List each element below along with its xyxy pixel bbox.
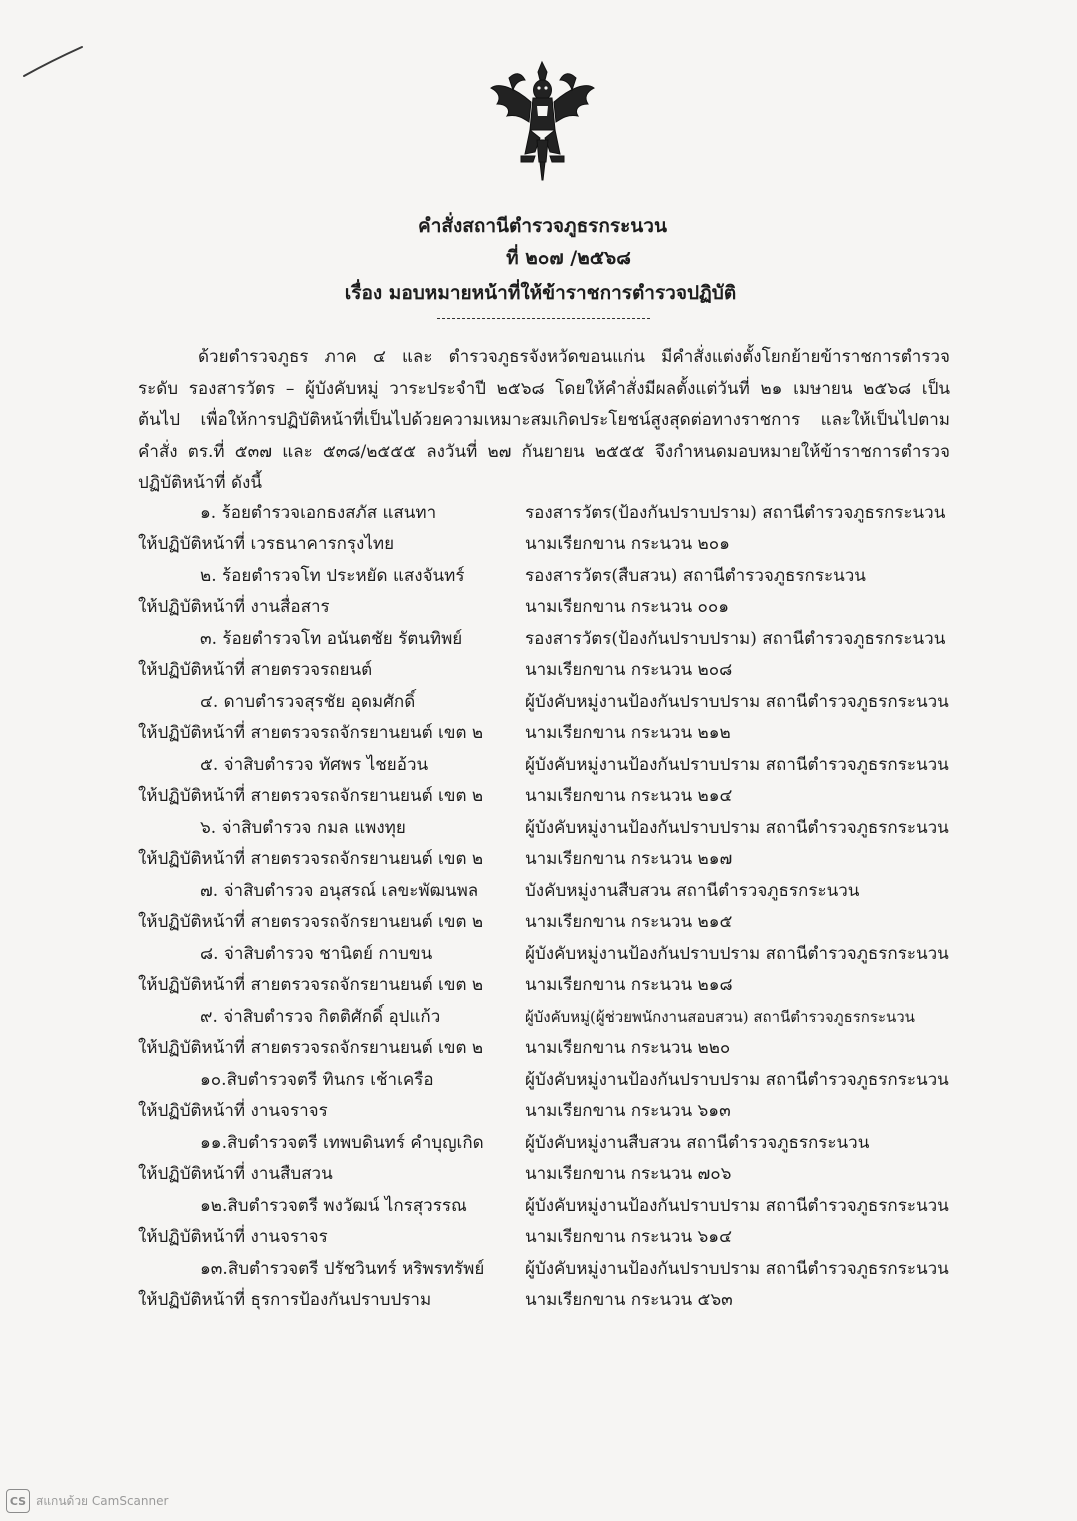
officer-callsign: นามเรียกขาน กระนวน ๒๑๘ (525, 975, 733, 995)
officer-name: ๕. จ่าสิบตำรวจ ทัศพร ไชยอ้วน (200, 755, 429, 775)
officer-name: ๖. จ่าสิบตำรวจ กมล แพงทุย (200, 818, 406, 838)
officer-callsign: นามเรียกขาน กระนวน ๖๑๔ (525, 1227, 732, 1247)
officer-position: บังคับหมู่งานสืบสวน สถานีตำรวจภูธรกระนวน (525, 881, 860, 901)
paragraph-line: คำสั่ง ตร.ที่ ๕๓๗ และ ๕๓๘/๒๕๕๕ ลงวันที่ ๒๗ กันยายน ๒๕๕๕ จึงกำหนดมอบหมายให้ข้าราชการตำรวจ (138, 441, 950, 462)
officer-duty: ให้ปฏิบัติหน้าที่ สายตรวจรถจักรยานยนต์ เขต ๒ (138, 786, 484, 806)
officer-position: รองสารวัตร(สืบสวน) สถานีตำรวจภูธรกระนวน (525, 566, 866, 586)
officer-position: ผู้บังคับหมู่งานป้องกันปราบปราม สถานีตำรวจภูธรกระนวน (525, 755, 949, 775)
assignment-item (0, 876, 1077, 939)
paragraph-line: ปฏิบัติหน้าที่ ดังนี้ (138, 473, 262, 493)
officer-callsign: นามเรียกขาน กระนวน ๐๐๑ (525, 597, 730, 617)
officer-duty: ให้ปฏิบัติหน้าที่ ธุรการป้องกันปราบปราม (138, 1290, 432, 1310)
officer-callsign: นามเรียกขาน กระนวน ๒๒๐ (525, 1038, 731, 1058)
officer-duty: ให้ปฏิบัติหน้าที่ สายตรวจรถจักรยานยนต์ เขต ๒ (138, 975, 484, 995)
order-subject: เรื่อง มอบหมายหน้าที่ให้ข้าราชการตำรวจปฏิบัติ (344, 282, 737, 304)
assignment-item (0, 1191, 1077, 1254)
officer-position: ผู้บังคับหมู่งานสืบสวน สถานีตำรวจภูธรกระนวน (525, 1133, 870, 1153)
officer-position: ผู้บังคับหมู่งานป้องกันปราบปราม สถานีตำรวจภูธรกระนวน (525, 692, 949, 712)
assignment-item (0, 750, 1077, 813)
paragraph-line: ระดับ รองสารวัตร – ผู้บังคับหมู่ วาระประจำปี ๒๕๖๘ โดยให้คำสั่งมีผลตั้งแต่วันที่ ๒๑ เมษายน ๒๕๖๘ เป็น (138, 378, 950, 399)
officer-duty: ให้ปฏิบัติหน้าที่ สายตรวจรถจักรยานยนต์ เขต ๒ (138, 912, 484, 932)
assignment-item (0, 687, 1077, 750)
officer-callsign: นามเรียกขาน กระนวน ๒๑๔ (525, 786, 733, 806)
officer-duty: ให้ปฏิบัติหน้าที่ งานจราจร (138, 1101, 328, 1121)
order-title: คำสั่งสถานีตำรวจภูธรกระนวน (418, 215, 667, 237)
officer-position: ผู้บังคับหมู่งานป้องกันปราบปราม สถานีตำรวจภูธรกระนวน (525, 944, 949, 964)
assignment-item (0, 813, 1077, 876)
officer-position: รองสารวัตร(ป้องกันปราบปราม) สถานีตำรวจภูธรกระนวน (525, 503, 946, 523)
officer-duty: ให้ปฏิบัติหน้าที่ งานจราจร (138, 1227, 328, 1247)
officer-position: ผู้บังคับหมู่งานป้องกันปราบปราม สถานีตำรวจภูธรกระนวน (525, 1196, 949, 1216)
officer-callsign: นามเรียกขาน กระนวน ๒๑๕ (525, 912, 733, 932)
officer-position: ผู้บังคับหมู่งานป้องกันปราบปราม สถานีตำรวจภูธรกระนวน (525, 818, 949, 838)
officer-position: ผู้บังคับหมู่(ผู้ช่วยพนักงานสอบสวน) สถานีตำรวจภูธรกระนวน (525, 1008, 915, 1026)
officer-name: ๔. ดาบตำรวจสุรชัย อุดมศักดิ์ (200, 692, 416, 712)
officer-duty: ให้ปฏิบัติหน้าที่ งานสืบสวน (138, 1164, 333, 1184)
assignment-item (0, 561, 1077, 624)
pen-stroke-mark (22, 44, 84, 80)
officer-callsign: นามเรียกขาน กระนวน ๒๑๒ (525, 723, 731, 743)
officer-callsign: นามเรียกขาน กระนวน ๒๐๑ (525, 534, 730, 554)
officer-callsign: นามเรียกขาน กระนวน ๗๐๖ (525, 1164, 732, 1184)
officer-callsign: นามเรียกขาน กระนวน ๕๖๓ (525, 1290, 733, 1310)
officer-name: ๑๐.สิบตำรวจตรี ทินกร เช้าเครือ (200, 1070, 434, 1090)
scanner-footer (6, 1489, 168, 1513)
header-divider (437, 318, 650, 319)
assignment-item (0, 498, 1077, 561)
paragraph-line: ต้นไป เพื่อให้การปฏิบัติหน้าที่เป็นไปด้วยความเหมาะสมเกิดประโยชน์สูงสุดต่อทางราชการ และให้เป็นไปตาม (138, 410, 950, 430)
officer-duty: ให้ปฏิบัติหน้าที่ งานสื่อสาร (138, 597, 330, 617)
officer-name: ๑. ร้อยตำรวจเอกธงสภัส แสนทา (200, 503, 437, 523)
order-number: ที่ ๒๐๗ /๒๕๖๘ (506, 247, 631, 269)
assignment-item (0, 624, 1077, 687)
officer-callsign: นามเรียกขาน กระนวน ๖๑๓ (525, 1101, 731, 1121)
assignment-item (0, 939, 1077, 1002)
assignment-item (0, 1002, 1077, 1065)
officer-position: รองสารวัตร(ป้องกันปราบปราม) สถานีตำรวจภูธรกระนวน (525, 629, 946, 649)
garuda-emblem-icon (485, 58, 600, 183)
officer-name: ๒. ร้อยตำรวจโท ประหยัด แสงจันทร์ (200, 566, 465, 586)
assignment-item (0, 1254, 1077, 1317)
officer-name: ๑๑.สิบตำรวจตรี เทพบดินทร์ คำบุญเกิด (200, 1133, 484, 1153)
assignment-list (0, 498, 1077, 1317)
officer-duty: ให้ปฏิบัติหน้าที่ สายตรวจรถยนต์ (138, 660, 373, 680)
scanner-watermark-text: สแกนด้วย CamScanner (36, 1493, 169, 1508)
officer-duty: ให้ปฏิบัติหน้าที่ สายตรวจรถจักรยานยนต์ เขต ๒ (138, 849, 484, 869)
assignment-item (0, 1065, 1077, 1128)
officer-name: ๑๒.สิบตำรวจตรี พงวัฒน์ ไกรสุวรรณ (200, 1196, 467, 1216)
officer-name: ๘. จ่าสิบตำรวจ ชานิตย์ กาบขน (200, 944, 433, 964)
officer-duty: ให้ปฏิบัติหน้าที่ สายตรวจรถจักรยานยนต์ เขต ๒ (138, 1038, 484, 1058)
assignment-item (0, 1128, 1077, 1191)
officer-name: ๗. จ่าสิบตำรวจ อนุสรณ์ เลขะพัฒนพล (200, 881, 479, 901)
officer-name: ๓. ร้อยตำรวจโท อนันตชัย รัตนทิพย์ (200, 629, 463, 649)
officer-position: ผู้บังคับหมู่งานป้องกันปราบปราม สถานีตำรวจภูธรกระนวน (525, 1259, 949, 1279)
officer-position: ผู้บังคับหมู่งานป้องกันปราบปราม สถานีตำรวจภูธรกระนวน (525, 1070, 949, 1090)
paragraph-line: ด้วยตำรวจภูธร ภาค ๔ และ ตำรวจภูธรจังหวัดขอนแก่น มีคำสั่งแต่งตั้งโยกย้ายข้าราชการตำรวจ (198, 347, 950, 367)
officer-duty: ให้ปฏิบัติหน้าที่ เวรธนาคารกรุงไทย (138, 534, 395, 554)
officer-duty: ให้ปฏิบัติหน้าที่ สายตรวจรถจักรยานยนต์ เขต ๒ (138, 723, 484, 743)
officer-name: ๙. จ่าสิบตำรวจ กิตติศักดิ์ อุปแก้ว (200, 1007, 441, 1027)
body-paragraph (138, 342, 950, 500)
officer-name: ๑๓.สิบตำรวจตรี ปรัชวินทร์ หริพรทรัพย์ (200, 1259, 485, 1279)
officer-callsign: นามเรียกขาน กระนวน ๒๐๘ (525, 660, 733, 680)
officer-callsign: นามเรียกขาน กระนวน ๒๑๗ (525, 849, 733, 869)
camscanner-logo-icon: CS (6, 1489, 30, 1513)
